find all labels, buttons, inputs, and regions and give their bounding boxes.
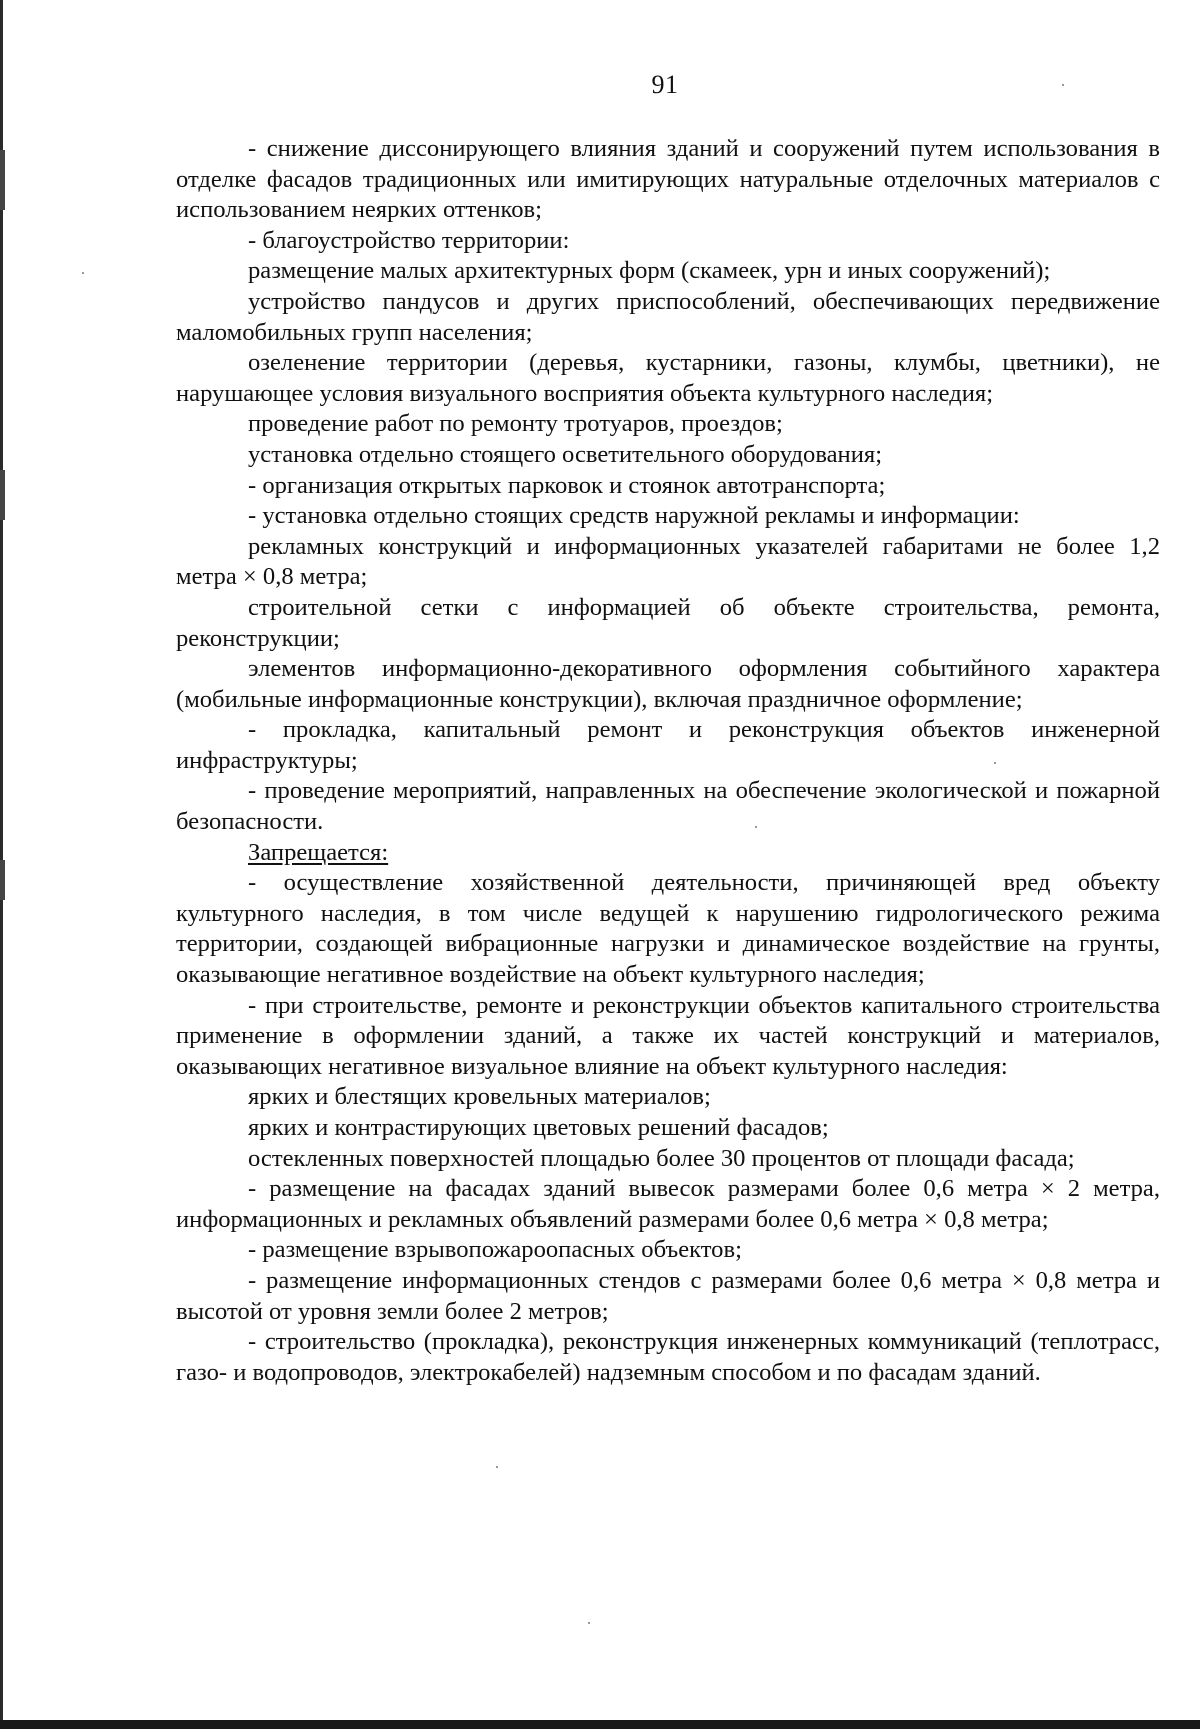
paragraph: ярких и контрастирующих цветовых решений фасадов; (248, 1114, 829, 1141)
paragraph: установка отдельно стоящего осветительного оборудования; (248, 440, 883, 468)
scan-speck (496, 1466, 498, 1468)
paragraph: остекленных поверхностей площадью более 30 процентов от площади фасада; (248, 1144, 1075, 1172)
scan-speck (588, 1622, 590, 1624)
paragraph: - размещение информационных стендов с размерами более 0,6 метра × 0,8 метра и высотой от уровня земли более 2 метров; (176, 1266, 1160, 1325)
section-heading-prohibited: Запрещается: (248, 838, 389, 866)
paragraph: ярких и блестящих кровельных материалов; (248, 1083, 711, 1111)
paragraph: - благоустройство территории: (248, 226, 570, 254)
paragraph: - осуществление хозяйственной деятельности, причиняющей вред объекту культурного наследия, в том числе ведущей к нарушению гидрологического режима территории, создающей вибрационные нагрузки и динамическое воздействие на грунты, оказывающие негативное воздействие на объект культурного наследия; (176, 869, 1160, 989)
paragraph: размещение малых архитектурных форм (скамеек, урн и иных сооружений); (248, 257, 1051, 285)
paragraph: рекламных конструкций и информационных указателей габаритами не более 1,2 метра × 0,8 метра; (176, 532, 1160, 591)
paragraph: строительной сетки с информацией об объекте строительства, ремонта, реконструкции; (176, 593, 1160, 652)
paragraph: - размещение взрывопожароопасных объектов; (248, 1236, 742, 1264)
page-number: 91 (651, 70, 679, 99)
paragraph: озеленение территории (деревья, кустарники, газоны, клумбы, цветники), не нарушающее условия визуального восприятия объекта культурного наследия; (176, 349, 1160, 407)
paragraph: проведение работ по ремонту тротуаров, проездов; (248, 410, 783, 438)
paragraph: - организация открытых парковок и стоянок автотранспорта; (248, 471, 886, 499)
scan-bottom-edge (0, 1720, 1200, 1729)
paragraph: - при строительстве, ремонте и реконструкции объектов капитального строительства применение в оформлении зданий, а также их частей конструкций и материалов, оказывающих негативное визуальное влияние на объект культурного наследия: (176, 991, 1160, 1080)
paragraph: - снижение диссонирующего влияния зданий и сооружений путем использования в отделке фасадов традиционных или имитирующих натуральные отделочных материалов с использованием неярких оттенков; (176, 135, 1160, 224)
paragraph: - установка отдельно стоящих средств наружной рекламы и информации: (248, 502, 1020, 530)
paragraph: - размещение на фасадах зданий вывесок размерами более 0,6 метра × 2 метра, информационных и рекламных объявлений размерами более 0,6 метра × 0,8 метра; (176, 1175, 1160, 1233)
scan-left-mark (0, 150, 5, 210)
scan-left-mark (0, 860, 5, 900)
scan-speck (82, 272, 84, 274)
paragraph: - прокладка, капитальный ремонт и реконструкция объектов инженерной инфраструктуры; (176, 716, 1160, 774)
paragraph: устройство пандусов и других приспособлений, обеспечивающих передвижение маломобильных групп населения; (176, 287, 1160, 346)
paragraph: - строительство (прокладка), реконструкция инженерных коммуникаций (теплотрасс, газо- и водопроводов, электрокабелей) надземным способом и по фасадам зданий. (176, 1328, 1160, 1386)
scan-left-mark (0, 470, 5, 520)
paragraph: элементов информационно-декоративного оформления событийного характера (мобильные информационные конструкции), включая праздничное оформление; (176, 655, 1160, 713)
paragraph: - проведение мероприятий, направленных на обеспечение экологической и пожарной безопасности. (176, 777, 1160, 836)
document-body (176, 134, 1160, 1388)
